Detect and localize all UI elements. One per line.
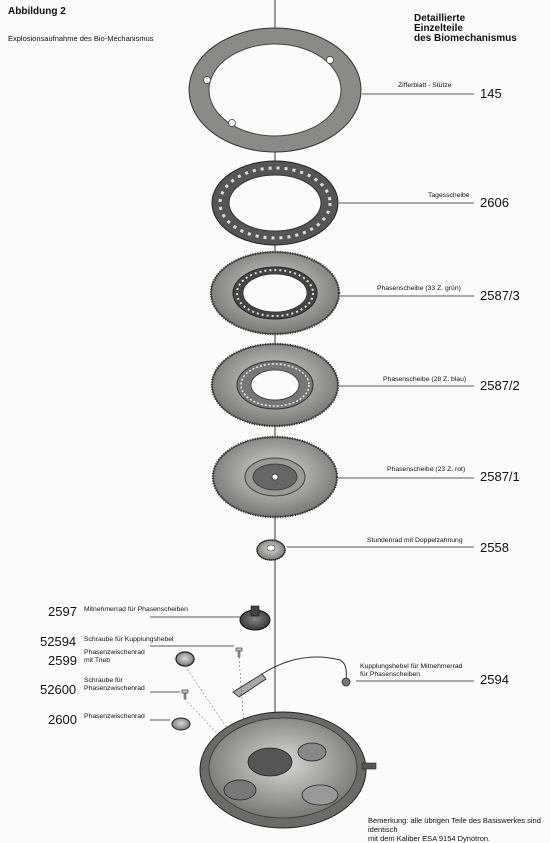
- right-title-line-1: Detaillierte: [414, 13, 466, 24]
- part-number-2587-2: 2587/2: [480, 378, 520, 393]
- part-number-2558: 2558: [480, 540, 509, 555]
- part-label-52600-line-2: Phasenzwischenrad: [84, 685, 145, 692]
- part-number-52600: 52600: [40, 682, 77, 697]
- part-number-2600: 2600: [48, 712, 77, 727]
- base-movement: [200, 712, 376, 828]
- right-title: [414, 14, 517, 44]
- part-label-2558: Stundenrad mit Doppelzahnung: [367, 537, 463, 544]
- part-number-2597: 2597: [48, 604, 77, 619]
- part-number-2587-1: 2587/1: [480, 469, 520, 484]
- part-number-52594: 52594: [40, 634, 77, 649]
- part-number-2587-3: 2587/3: [480, 288, 520, 303]
- driving-wheel: [240, 606, 270, 630]
- part-label-2594-line-1: Kupplungshebel für Mitnehmerrad: [360, 663, 463, 670]
- part-label-2587-2: Phasenscheibe (28 Z. blau): [383, 376, 467, 383]
- phase-intermediate-wheel: [172, 718, 190, 730]
- part-label-2597: Mitnehmerrad für Phasenscheiben: [84, 606, 188, 613]
- part-label-2587-1: Phasenscheibe (23 Z. rot): [387, 466, 466, 473]
- part-number-2599: 2599: [48, 653, 77, 668]
- phase-disc-28: [212, 344, 338, 426]
- part-label-2606: Tagesscheibe: [428, 192, 470, 199]
- footer-note: [368, 816, 550, 843]
- part-label-2600: Phasenzwischenrad: [84, 713, 145, 720]
- clutch-screw: [236, 648, 242, 657]
- part-label-52594: Schraube für Kupplungshebel: [84, 636, 174, 643]
- figure-title: Abbildung 2: [8, 6, 66, 17]
- intermediate-wheel-screw: [182, 690, 188, 699]
- date-disc: [212, 161, 338, 245]
- footer-note-line-1: Bemerkung: alle übrigen Teile des Basiswerkes sind identisch: [368, 816, 541, 834]
- part-number-2606: 2606: [480, 195, 509, 210]
- part-label-2599-line-2: mit Trieb: [84, 657, 111, 664]
- phase-disc-33: [211, 252, 339, 334]
- part-label-145: Zifferblatt - Stütze: [398, 82, 452, 89]
- figure-subtitle: Explosionsaufnahme des Bio-Mechanismus: [8, 34, 154, 43]
- clutch-lever: [233, 657, 350, 697]
- dial-support-ring: [189, 28, 361, 152]
- hour-wheel: [257, 540, 285, 560]
- part-number-145: 145: [480, 86, 502, 101]
- part-label-52600-line-1: Schraube für: [84, 677, 123, 684]
- part-label-52600: [84, 677, 145, 693]
- right-title-line-2: Einzelteile: [414, 23, 463, 34]
- footer-note-line-2: mit dem Kaliber ESA 9154 Dynotron.: [368, 834, 491, 843]
- right-title-line-3: des Biomechanismus: [414, 33, 517, 44]
- part-number-2594: 2594: [480, 672, 509, 687]
- phase-intermediate-wheel-with-pinion: [176, 652, 194, 666]
- part-label-2594: [360, 663, 462, 679]
- part-label-2599-line-1: Phasenzwischenrad: [84, 649, 145, 656]
- phase-disc-23: [213, 437, 337, 517]
- part-label-2594-line-2: für Phasenscheiben: [360, 671, 421, 678]
- part-label-2587-3: Phasenscheibe (33 Z. grün): [377, 285, 461, 292]
- part-label-2599: [84, 649, 145, 665]
